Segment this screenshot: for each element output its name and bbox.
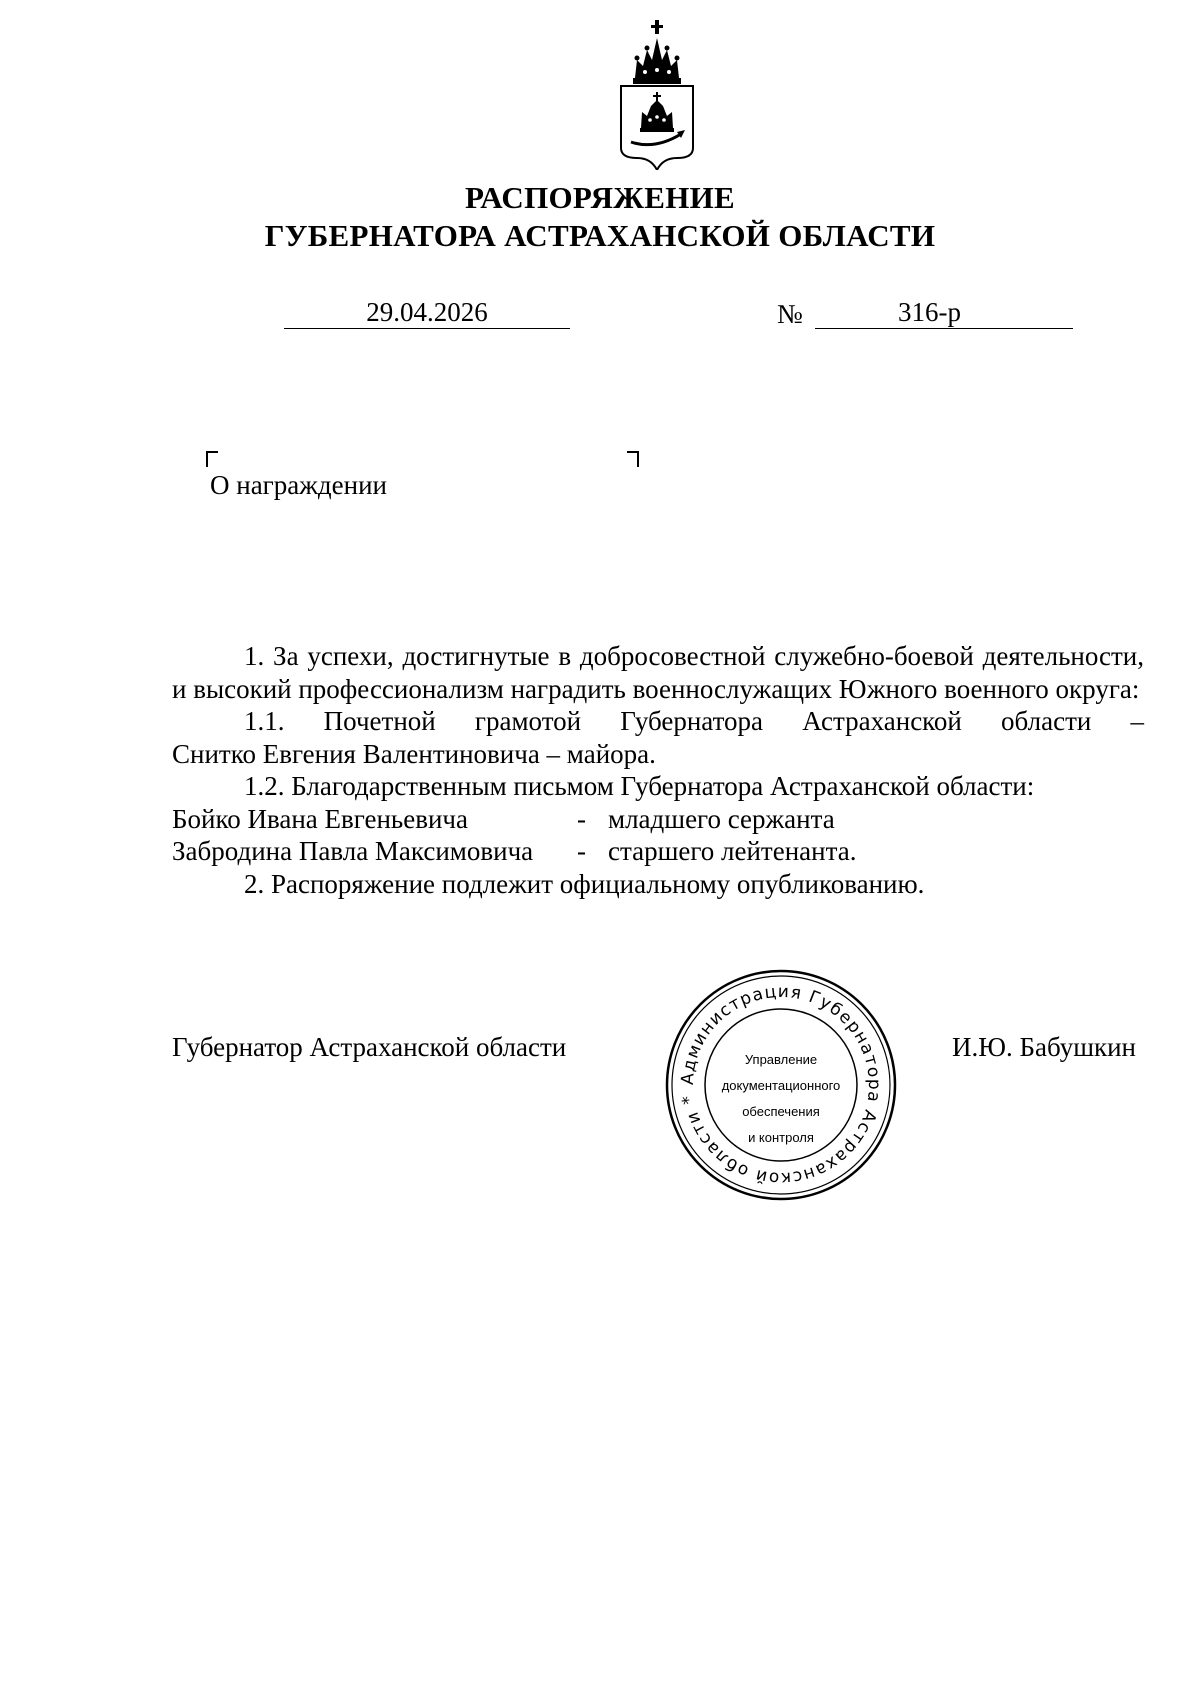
number-sign: № — [777, 299, 803, 329]
person-rank: младшего сержанта — [608, 803, 835, 834]
document-number-field — [815, 296, 1073, 329]
person-dash: - — [577, 803, 586, 834]
stamp-outer-text: Администрация Губернатора Астраханской области * — [677, 981, 885, 1189]
stamp-inner-line: и контроля — [748, 1130, 814, 1145]
paragraph-2: 2. Распоряжение подлежит официальному опубликованию. — [244, 868, 925, 899]
stamp-inner-line: обеспечения — [742, 1104, 820, 1119]
astrakhan-coat-of-arms-icon — [615, 20, 699, 170]
subject-bracket-left-icon — [206, 451, 218, 467]
person-rank: старшего лейтенанта. — [608, 836, 857, 866]
stamp-inner-line: документационного — [721, 1078, 841, 1093]
subject-bracket-right-icon — [627, 451, 639, 467]
signer-title: Губернатор Астраханской области — [172, 1032, 567, 1062]
document-subject: О награждении — [210, 470, 387, 500]
document-issuer: ГУБЕРНАТОРА АСТРАХАНСКОЙ ОБЛАСТИ — [264, 218, 936, 253]
paragraph-1-1-line-1: 1.1. Почетной грамотой Губернатора Астраханской области – — [244, 706, 1144, 736]
signer-name: И.Ю. Бабушкин — [952, 1032, 1137, 1062]
person-name: Бойко Ивана Евгеньевича — [172, 803, 468, 834]
person-row — [172, 803, 1144, 836]
document-title: РАСПОРЯЖЕНИЕ — [464, 180, 736, 215]
document-date: 29.04.2026 — [284, 296, 570, 329]
person-name: Забродина Павла Максимовича — [172, 836, 534, 866]
official-stamp-icon — [664, 968, 898, 1202]
stamp-inner-line: Управление — [744, 1052, 818, 1067]
document-number: 316-р — [898, 297, 961, 327]
person-row — [172, 835, 1144, 868]
paragraph-1: 1. За успехи, достигнутые в добросовестной служебно-боевой деятельности, и высокий профессионализм наградить военнослужащих Южного военного округа: — [172, 641, 1144, 704]
paragraph-1-1-line-2: Снитко Евгения Валентиновича – майора. — [172, 738, 656, 769]
paragraph-1-2: 1.2. Благодарственным письмом Губернатора Астраханской области: — [244, 771, 1035, 801]
person-dash: - — [577, 836, 586, 866]
document-body — [172, 640, 1144, 900]
